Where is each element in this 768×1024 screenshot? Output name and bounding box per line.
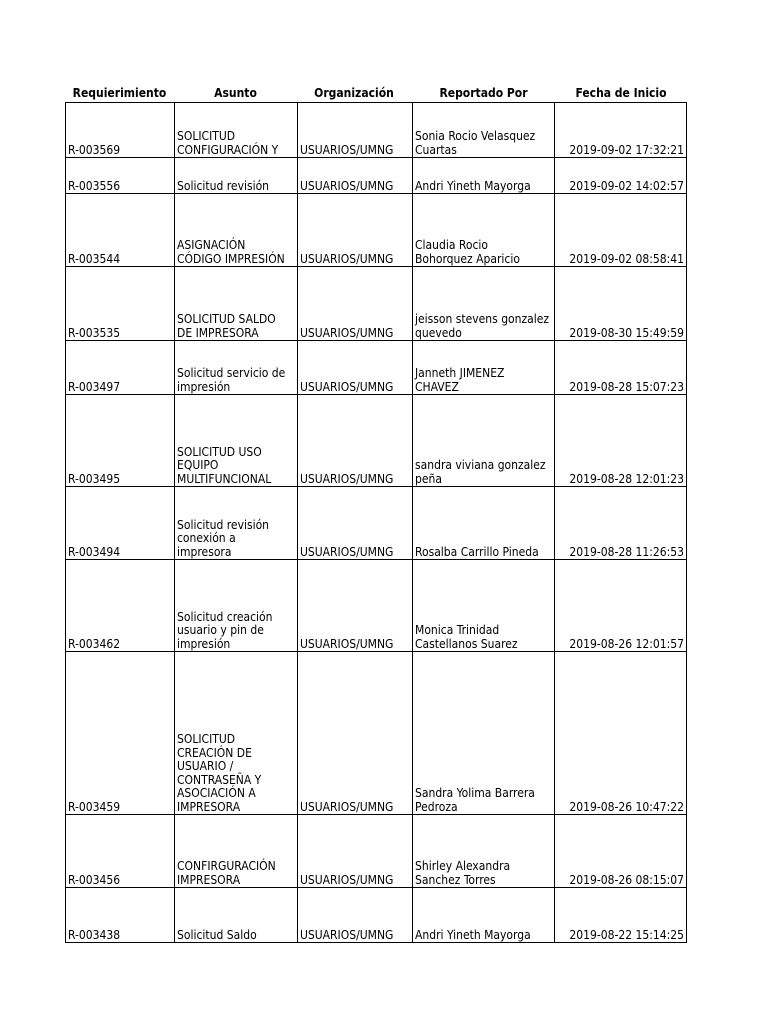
cell-fecha-inicio-text: 2019-08-28 12:01:23 bbox=[569, 471, 684, 486]
cell-requerimiento bbox=[66, 158, 175, 194]
cell-asunto bbox=[175, 267, 298, 341]
cell-asunto-text: SOLICITUD CONFIGURACIÓN Y bbox=[177, 129, 279, 157]
cell-reportado-por bbox=[413, 815, 555, 888]
cell-reportado-por bbox=[413, 888, 555, 943]
cell-reportado-por bbox=[413, 158, 555, 194]
cell-requerimiento bbox=[66, 888, 175, 943]
cell-requerimiento bbox=[66, 341, 175, 395]
cell-requerimiento-text: R-003495 bbox=[68, 471, 121, 486]
cell-fecha-inicio-text: 2019-08-26 12:01:57 bbox=[569, 636, 684, 651]
cell-requerimiento-text: R-003556 bbox=[68, 178, 121, 193]
cell-reportado-por bbox=[413, 395, 555, 487]
cell-asunto-text: Solicitud revisión conexión a impresora bbox=[177, 517, 270, 559]
cell-organizacion-text: USUARIOS/UMNG bbox=[300, 799, 394, 814]
cell-requerimiento-text: R-003497 bbox=[68, 379, 121, 394]
cell-reportado-por-text: Janneth JIMENEZ CHAVEZ bbox=[415, 366, 505, 394]
cell-reportado-por bbox=[413, 652, 555, 815]
header-fecha-inicio: Fecha de Inicio bbox=[575, 86, 667, 100]
cell-fecha-inicio bbox=[555, 267, 687, 341]
cell-organizacion bbox=[298, 560, 413, 652]
cell-asunto bbox=[175, 888, 298, 943]
cell-asunto bbox=[175, 560, 298, 652]
cell-asunto bbox=[175, 158, 298, 194]
cell-fecha-inicio bbox=[555, 103, 687, 158]
cell-reportado-por-text: jeisson stevens gonzalez quevedo bbox=[415, 312, 550, 340]
cell-organizacion bbox=[298, 267, 413, 341]
cell-reportado-por-text: Claudia Rocio Bohorquez Aparicio bbox=[415, 238, 520, 266]
requests-table bbox=[65, 102, 687, 943]
cell-asunto-text: Solicitud servicio de impresión bbox=[177, 366, 286, 394]
cell-reportado-por-text: Monica Trinidad Castellanos Suarez bbox=[415, 623, 518, 651]
cell-reportado-por bbox=[413, 560, 555, 652]
cell-requerimiento bbox=[66, 652, 175, 815]
cell-fecha-inicio bbox=[555, 158, 687, 194]
cell-fecha-inicio bbox=[555, 487, 687, 560]
cell-requerimiento bbox=[66, 815, 175, 888]
cell-fecha-inicio-text: 2019-09-02 08:58:41 bbox=[569, 251, 684, 266]
cell-requerimiento-text: R-003438 bbox=[68, 927, 121, 942]
cell-reportado-por bbox=[413, 487, 555, 560]
table-row bbox=[66, 888, 687, 943]
header-reportado-por: Reportado Por bbox=[439, 86, 528, 100]
header-asunto: Asunto bbox=[214, 86, 257, 100]
cell-organizacion-text: USUARIOS/UMNG bbox=[300, 325, 394, 340]
table-row bbox=[66, 652, 687, 815]
cell-requerimiento-text: R-003456 bbox=[68, 872, 121, 887]
cell-asunto-text: Solicitud Saldo bbox=[177, 927, 257, 942]
cell-fecha-inicio-text: 2019-08-28 15:07:23 bbox=[569, 379, 684, 394]
cell-reportado-por-text: sandra viviana gonzalez peña bbox=[415, 458, 546, 486]
cell-organizacion bbox=[298, 815, 413, 888]
cell-fecha-inicio bbox=[555, 815, 687, 888]
cell-reportado-por-text: Sandra Yolima Barrera Pedroza bbox=[415, 786, 535, 814]
cell-reportado-por-text: Rosalba Carrillo Pineda bbox=[415, 544, 539, 559]
cell-requerimiento bbox=[66, 487, 175, 560]
cell-fecha-inicio-text: 2019-08-22 15:14:25 bbox=[569, 927, 684, 942]
cell-requerimiento bbox=[66, 267, 175, 341]
cell-asunto-text: CONFIRGURACIÓN IMPRESORA bbox=[177, 859, 276, 887]
cell-reportado-por-text: Shirley Alexandra Sanchez Torres bbox=[415, 859, 511, 887]
cell-organizacion bbox=[298, 395, 413, 487]
table-row bbox=[66, 194, 687, 267]
cell-requerimiento-text: R-003569 bbox=[68, 142, 121, 157]
cell-fecha-inicio-text: 2019-08-28 11:26:53 bbox=[569, 544, 684, 559]
cell-organizacion bbox=[298, 487, 413, 560]
table-row bbox=[66, 395, 687, 487]
cell-reportado-por bbox=[413, 267, 555, 341]
cell-asunto-text: ASIGNACIÓN CÓDIGO IMPRESIÓN bbox=[177, 238, 285, 266]
cell-reportado-por-text: Sonia Rocio Velasquez Cuartas bbox=[415, 129, 536, 157]
cell-fecha-inicio bbox=[555, 560, 687, 652]
cell-organizacion bbox=[298, 158, 413, 194]
table-row bbox=[66, 158, 687, 194]
table-row bbox=[66, 341, 687, 395]
cell-requerimiento bbox=[66, 194, 175, 267]
cell-asunto bbox=[175, 395, 298, 487]
table-row bbox=[66, 487, 687, 560]
table-row bbox=[66, 815, 687, 888]
cell-requerimiento-text: R-003459 bbox=[68, 799, 121, 814]
cell-organizacion-text: USUARIOS/UMNG bbox=[300, 872, 394, 887]
cell-reportado-por-text: Andri Yineth Mayorga bbox=[415, 178, 531, 193]
cell-requerimiento-text: R-003535 bbox=[68, 325, 121, 340]
cell-organizacion-text: USUARIOS/UMNG bbox=[300, 178, 394, 193]
cell-fecha-inicio bbox=[555, 194, 687, 267]
cell-asunto-text: Solicitud creación usuario y pin de impresión bbox=[177, 609, 273, 651]
cell-fecha-inicio bbox=[555, 652, 687, 815]
cell-organizacion bbox=[298, 652, 413, 815]
table-row bbox=[66, 267, 687, 341]
cell-organizacion-text: USUARIOS/UMNG bbox=[300, 251, 394, 266]
cell-reportado-por-text: Andri Yineth Mayorga bbox=[415, 927, 531, 942]
cell-reportado-por bbox=[413, 341, 555, 395]
cell-fecha-inicio-text: 2019-09-02 17:32:21 bbox=[569, 142, 684, 157]
cell-fecha-inicio bbox=[555, 888, 687, 943]
cell-asunto bbox=[175, 487, 298, 560]
table-row bbox=[66, 103, 687, 158]
cell-requerimiento bbox=[66, 103, 175, 158]
cell-reportado-por bbox=[413, 103, 555, 158]
cell-requerimiento-text: R-003462 bbox=[68, 636, 121, 651]
table-row bbox=[66, 560, 687, 652]
cell-asunto bbox=[175, 815, 298, 888]
header-requerimiento: Requierimiento bbox=[72, 86, 167, 100]
cell-asunto bbox=[175, 341, 298, 395]
cell-asunto bbox=[175, 652, 298, 815]
cell-organizacion bbox=[298, 341, 413, 395]
cell-fecha-inicio bbox=[555, 395, 687, 487]
cell-organizacion bbox=[298, 103, 413, 158]
cell-organizacion-text: USUARIOS/UMNG bbox=[300, 636, 394, 651]
cell-requerimiento bbox=[66, 560, 175, 652]
cell-asunto-text: SOLICITUD SALDO DE IMPRESORA bbox=[177, 312, 276, 340]
cell-organizacion-text: USUARIOS/UMNG bbox=[300, 927, 394, 942]
cell-fecha-inicio-text: 2019-08-30 15:49:59 bbox=[569, 325, 684, 340]
cell-fecha-inicio-text: 2019-08-26 08:15:07 bbox=[569, 872, 684, 887]
cell-organizacion-text: USUARIOS/UMNG bbox=[300, 471, 394, 486]
cell-requerimiento-text: R-003544 bbox=[68, 251, 121, 266]
cell-asunto bbox=[175, 194, 298, 267]
cell-asunto bbox=[175, 103, 298, 158]
cell-organizacion bbox=[298, 888, 413, 943]
cell-asunto-text: SOLICITUD USO EQUIPO MULTIFUNCIONAL bbox=[177, 444, 272, 486]
cell-reportado-por bbox=[413, 194, 555, 267]
header-organizacion: Organización bbox=[314, 86, 394, 100]
cell-asunto-text: Solicitud revisión bbox=[177, 178, 270, 193]
cell-organizacion bbox=[298, 194, 413, 267]
cell-organizacion-text: USUARIOS/UMNG bbox=[300, 544, 394, 559]
cell-fecha-inicio-text: 2019-08-26 10:47:22 bbox=[569, 799, 684, 814]
cell-organizacion-text: USUARIOS/UMNG bbox=[300, 379, 394, 394]
cell-requerimiento-text: R-003494 bbox=[68, 544, 121, 559]
cell-asunto-text: SOLICITUD CREACIÓN DE USUARIO / CONTRASEÑA Y ASOCIACIÓN A IMPRESORA bbox=[177, 732, 262, 814]
cell-fecha-inicio bbox=[555, 341, 687, 395]
cell-organizacion-text: USUARIOS/UMNG bbox=[300, 142, 394, 157]
cell-requerimiento bbox=[66, 395, 175, 487]
cell-fecha-inicio-text: 2019-09-02 14:02:57 bbox=[569, 178, 684, 193]
